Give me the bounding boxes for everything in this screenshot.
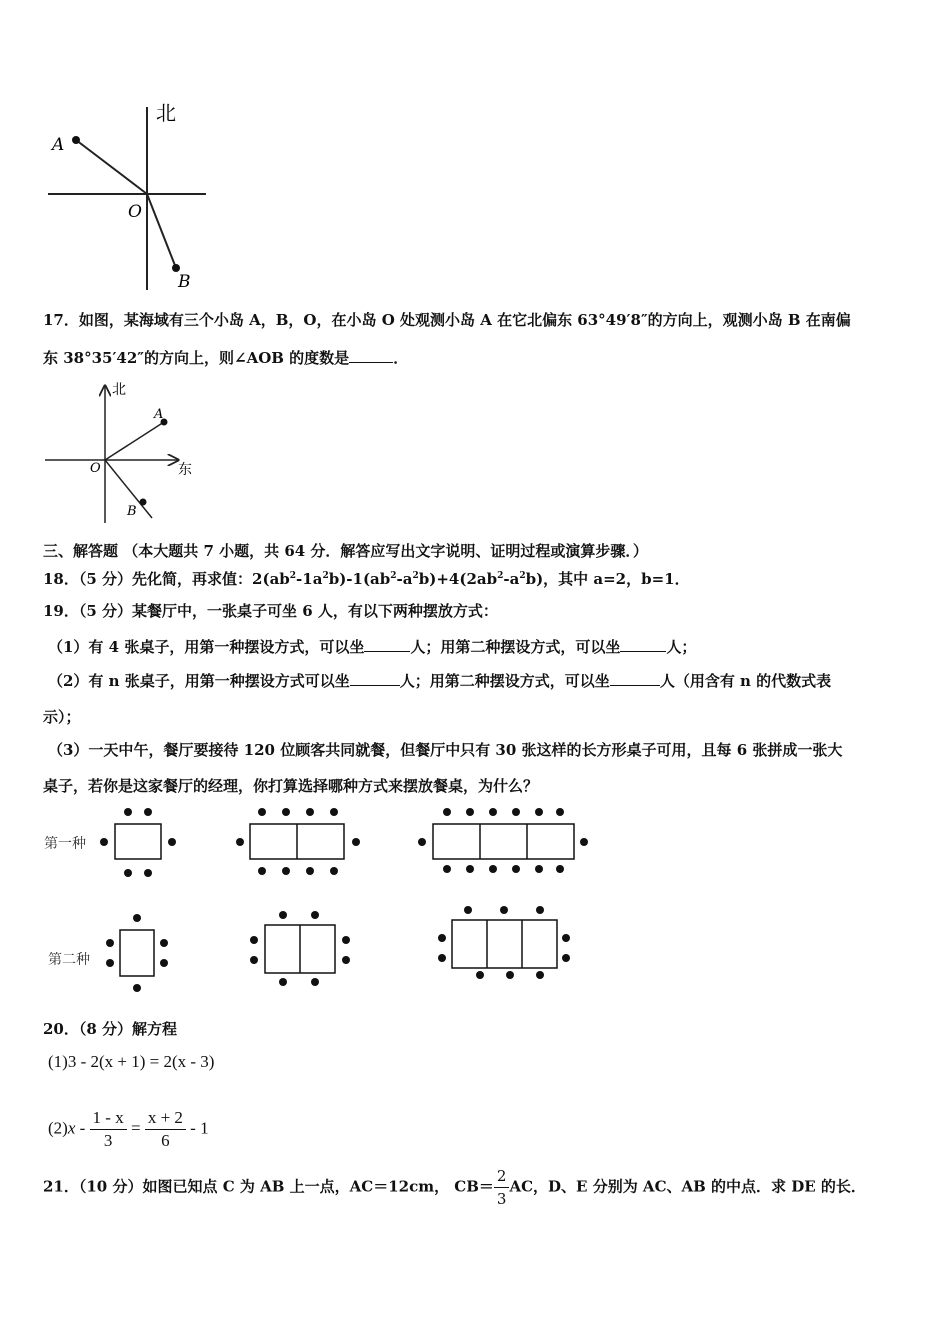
method1-three-tables — [418, 808, 588, 873]
q19-p2-blank-2[interactable] — [610, 669, 660, 686]
method1-label: 第一种 — [44, 836, 86, 852]
q19-intro: 19．（5 分）某餐厅中，一张桌子可坐 6 人，有以下两种摆放方式： — [43, 602, 498, 620]
q19-part2: （2）有 n 张桌子，用第一种摆设方式可以坐 人；用第二种摆设方式，可以坐 人（用含有 n 的代数式表 — [48, 669, 831, 692]
q17-line2 — [43, 346, 408, 369]
q19-part1: （1）有 4 张桌子，用第一种摆设方式，可以坐 人；用第二种摆设方式，可以坐 人； — [48, 635, 696, 658]
method1-two-tables — [236, 808, 360, 875]
method2-one-table — [106, 914, 168, 992]
figure-q19-tables — [40, 800, 600, 1000]
q19-part3-line2: 桌子，若你是这家餐厅的经理，你打算选择哪种方式来摆放餐桌，为什么？ — [43, 777, 539, 795]
q17-answer-blank[interactable] — [349, 346, 393, 363]
method2-label: 第二种 — [48, 952, 90, 968]
fraction-2: $\frac{x + 2}{6}$ — [145, 1107, 186, 1152]
method2-three-tables — [438, 906, 570, 979]
method1-one-table — [100, 808, 176, 877]
fraction-two-thirds: $\frac{2}{3}$ — [494, 1165, 510, 1210]
q19-part3-line1: （3）一天中午，餐厅要接待 120 位顾客共同就餐，但餐厅中只有 30 张这样的长方形桌子可用，且每 6 张拼成一张大 — [48, 741, 843, 759]
label-b: B — [127, 504, 137, 519]
point-b — [140, 499, 147, 506]
q20-title: 20．（8 分）解方程 — [43, 1020, 178, 1038]
point-a — [72, 136, 80, 144]
east-label: 东 — [178, 462, 192, 478]
q17-line2-end: ． — [393, 349, 409, 367]
q19-part2-end: 示）； — [43, 708, 81, 726]
q20-equation-1: (1)3 - 2(x + 1) = 2(x - 3) — [48, 1052, 215, 1071]
section3-header: 三、解答题 （本大题共 7 小题，共 64 分．解答应写出文字说明、证明过程或演算步骤．） — [43, 542, 648, 560]
q17-line2-text: 东 38°35′42″的方向上，则∠AOB 的度数是 — [43, 349, 350, 367]
q17-line1: 17．如图，某海域有三个小岛 A，B，O，在小岛 O 处观测小岛 A 在它北偏东 63°49′8″的方向上，观测小岛 B 在南偏 — [43, 311, 851, 329]
north-label: 北 — [156, 101, 176, 125]
label-a: A — [154, 407, 164, 422]
fraction-1: $\frac{1 - x}{3}$ — [90, 1107, 127, 1152]
north-label: 北 — [112, 382, 126, 398]
figure-q16-compass — [40, 95, 240, 295]
q19-p1-blank-1[interactable] — [364, 635, 410, 652]
figure-q17-compass — [40, 378, 210, 528]
q21: 21．（10 分）如图已知点 C 为 AB 上一点，AC＝12cm， CB＝ $\frac{2}{3}$ AC，D、E 分别为 AC、AB 的中点．求 DE 的长． — [43, 1167, 866, 1208]
q19-p2-blank-1[interactable] — [350, 669, 400, 686]
label-a: A — [52, 135, 65, 155]
ray-oa — [105, 422, 164, 460]
q20-equation-2: (2)x - $\frac{1 - x}{3}$ = $\frac{x + 2}{6}$ - 1 — [48, 1108, 209, 1150]
label-o: O — [128, 202, 142, 222]
q19-p1-blank-2[interactable] — [620, 635, 666, 652]
point-b — [172, 264, 180, 272]
label-o: O — [90, 461, 101, 476]
ray-ob — [147, 194, 176, 268]
ray-oa — [76, 140, 147, 194]
label-b: B — [178, 272, 191, 292]
method2-two-tables — [250, 911, 350, 986]
q18: 18．（5 分）先化简，再求值：$2(ab^2-1a^2b)-1(ab^2-a^2b)+4(2ab^2-a^2b)$，其中 a=2，b=1． — [43, 570, 690, 588]
